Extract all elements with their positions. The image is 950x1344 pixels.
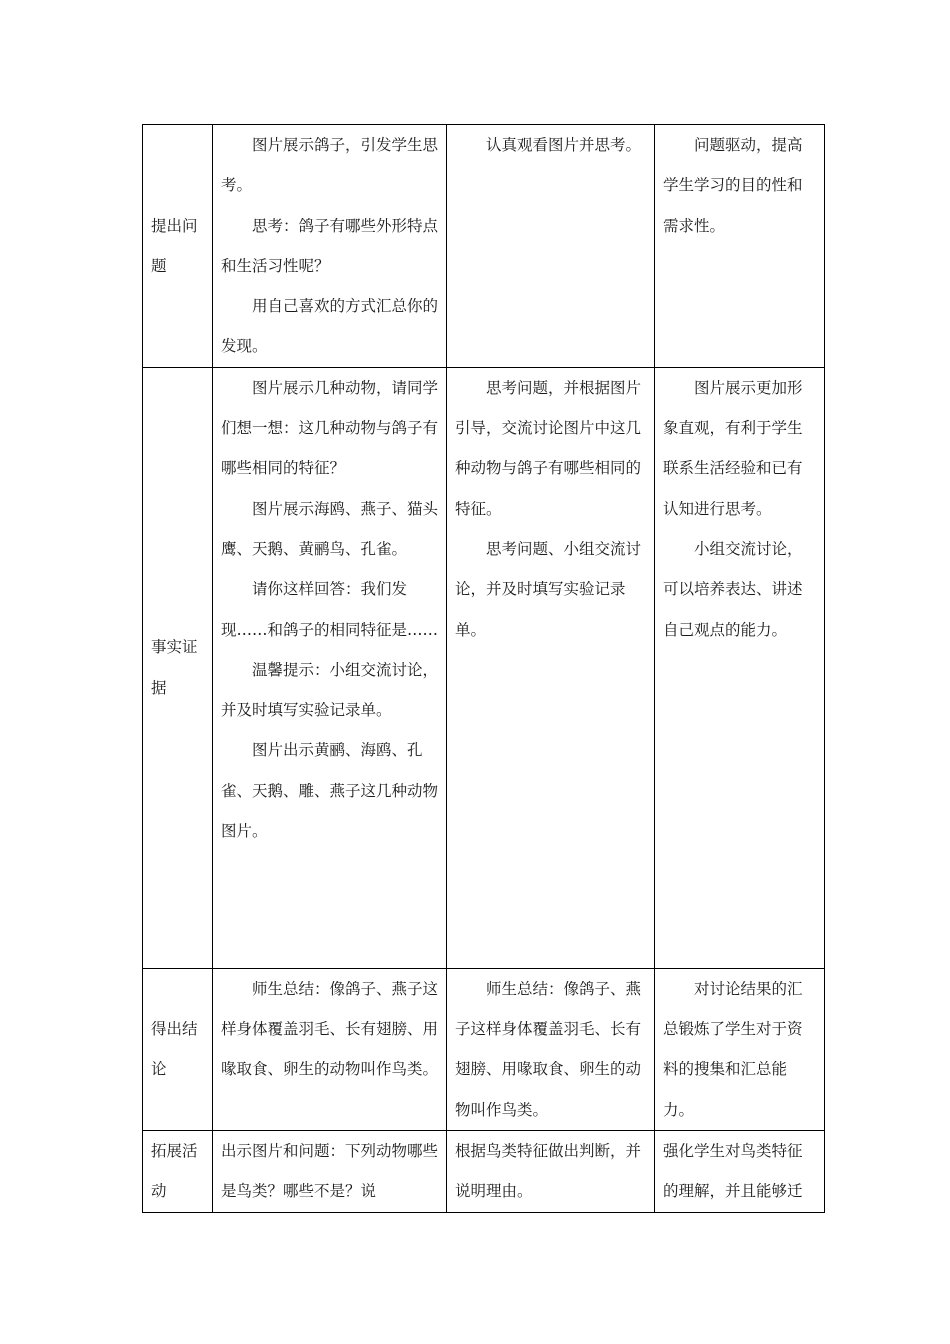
teacher-paragraph: 图片展示几种动物，请同学们想一想：这几种动物与鸽子有哪些相同的特征？ <box>221 378 439 478</box>
teacher-activity-cell <box>213 968 447 1130</box>
teacher-paragraph: 图片展示海鸥、燕子、猫头鹰、天鹅、黄鹂鸟、孔雀。 <box>221 499 439 558</box>
intent-paragraph: 强化学生对鸟类特征的理解，并且能够迁 <box>663 1141 803 1201</box>
design-intent-cell <box>655 367 825 968</box>
teacher-activity-cell <box>213 125 447 368</box>
student-paragraph: 思考问题、小组交流讨论，并及时填写实验记录单。 <box>455 539 642 639</box>
teacher-paragraph: 师生总结：像鸽子、燕子这样身体覆盖羽毛、长有翅膀、用喙取食、卵生的动物叫作鸟类。 <box>221 979 439 1079</box>
table-row-extension <box>143 1130 825 1212</box>
teacher-activity-cell <box>213 1130 447 1212</box>
intent-paragraph: 对讨论结果的汇总锻炼了学生对于资料的搜集和汇总能力。 <box>663 979 803 1119</box>
stage-cell <box>143 367 213 968</box>
student-activity-cell <box>447 968 655 1130</box>
lesson-plan-table <box>142 124 825 1213</box>
design-intent-cell <box>655 968 825 1130</box>
teacher-paragraph: 温馨提示：小组交流讨论，并及时填写实验记录单。 <box>221 660 439 720</box>
table-row-conclusion <box>143 968 825 1130</box>
teacher-activity-cell <box>213 367 447 968</box>
student-activity-cell <box>447 125 655 368</box>
stage-label: 事实证据 <box>151 638 198 697</box>
teacher-paragraph: 请你这样回答：我们发现……和鸽子的相同特征是…… <box>221 580 439 639</box>
student-paragraph: 根据鸟类特征做出判断，并说明理由。 <box>455 1141 642 1201</box>
stage-cell <box>143 125 213 368</box>
student-paragraph: 师生总结：像鸽子、燕子这样身体覆盖羽毛、长有翅膀、用喙取食、卵生的动物叫作鸟类。 <box>455 979 642 1119</box>
student-activity-cell <box>447 367 655 968</box>
table-body <box>143 125 825 1213</box>
teacher-paragraph: 图片出示黄鹂、海鸥、孔雀、天鹅、雕、燕子这几种动物图片。 <box>221 741 439 841</box>
stage-label: 拓展活动 <box>151 1141 198 1201</box>
teacher-paragraph: 用自己喜欢的方式汇总你的发现。 <box>221 297 439 356</box>
student-paragraph: 思考问题，并根据图片引导，交流讨论图片中这几种动物与鸽子有哪些相同的特征。 <box>455 378 642 518</box>
stage-label: 得出结论 <box>151 1020 198 1079</box>
intent-paragraph: 图片展示更加形象直观，有利于学生联系生活经验和已有认知进行思考。 <box>663 378 803 518</box>
teacher-paragraph: 思考：鸽子有哪些外形特点和生活习性呢？ <box>221 216 439 275</box>
table-row-ask-question <box>143 125 825 368</box>
intent-paragraph: 问题驱动，提高学生学习的目的性和需求性。 <box>663 136 803 235</box>
stage-cell <box>143 968 213 1130</box>
student-paragraph: 认真观看图片并思考。 <box>486 136 642 154</box>
stage-cell <box>143 1130 213 1212</box>
student-activity-cell <box>447 1130 655 1212</box>
teacher-paragraph: 出示图片和问题：下列动物哪些是鸟类？哪些不是？说 <box>221 1141 439 1201</box>
stage-label: 提出问题 <box>151 216 198 275</box>
design-intent-cell <box>655 125 825 368</box>
teacher-paragraph: 图片展示鸽子，引发学生思考。 <box>221 136 439 195</box>
design-intent-cell <box>655 1130 825 1212</box>
table-row-evidence <box>143 367 825 968</box>
intent-paragraph: 小组交流讨论，可以培养表达、讲述自己观点的能力。 <box>663 539 803 639</box>
